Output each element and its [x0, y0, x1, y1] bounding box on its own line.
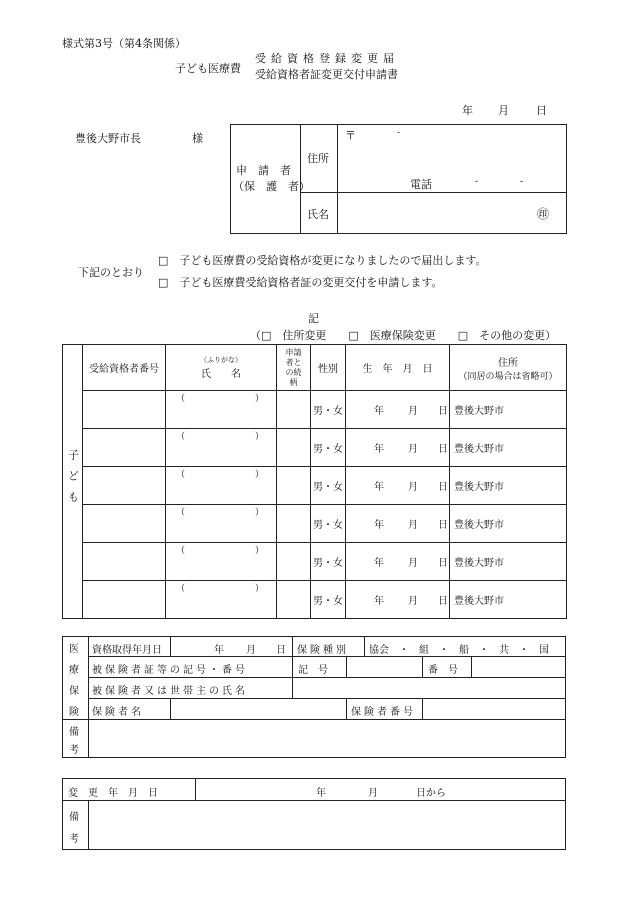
- header-address: 住所 （同居の場合は省略可）: [450, 345, 567, 391]
- name-cell[interactable]: （ ）: [166, 429, 277, 467]
- change-day: 日から: [416, 788, 446, 799]
- date-year: 年: [462, 104, 473, 117]
- name-cell[interactable]: （ ）: [166, 581, 277, 619]
- table-row: [63, 505, 567, 543]
- header-name: （ふりがな） 氏 名: [166, 345, 277, 391]
- phone-dash-2: -: [520, 177, 524, 187]
- number-cell[interactable]: [83, 505, 166, 543]
- change-month: 月: [368, 788, 378, 799]
- acquired-month: 月: [246, 645, 256, 656]
- insurance-side-1: 医: [69, 644, 79, 655]
- insurance-type-options[interactable]: 協会 ・ 組 ・ 船 ・ 共 ・ 国: [369, 645, 549, 656]
- birth-cell[interactable]: 年 月 日: [346, 391, 450, 429]
- phone-label: 電話: [410, 178, 432, 191]
- children-side-label: 子ども: [63, 345, 83, 619]
- header-number: 受給資格者番号: [83, 345, 166, 391]
- insurer-number-label: 保険者番号: [351, 707, 416, 718]
- table-row: [63, 391, 567, 429]
- date-month: 月: [498, 104, 509, 117]
- sex-cell[interactable]: 男・女: [311, 467, 346, 505]
- acquired-day: 日: [276, 645, 286, 656]
- sex-cell[interactable]: 男・女: [311, 543, 346, 581]
- card-number-label: 被保険者証等の記号・番号: [92, 665, 248, 676]
- table-row: [63, 429, 567, 467]
- table-row: [63, 467, 567, 505]
- change-bikou-2: 考: [69, 834, 79, 845]
- number-cell[interactable]: [83, 467, 166, 505]
- name-cell[interactable]: （ ）: [166, 505, 277, 543]
- address-cell[interactable]: 豊後大野市: [450, 429, 567, 467]
- acquired-year: 年: [214, 645, 224, 656]
- address-cell[interactable]: 豊後大野市: [450, 505, 567, 543]
- birth-cell[interactable]: 年 月 日: [346, 581, 450, 619]
- birth-cell[interactable]: 年 月 日: [346, 467, 450, 505]
- purpose-option-1[interactable]: □ 子ども医療費の受給資格が変更になりましたので届出します。: [158, 254, 487, 267]
- guardian-label: （保 護 者）: [233, 180, 310, 193]
- insurance-bikou-1: 備: [69, 727, 79, 738]
- header-birth: 生 年 月 日: [346, 345, 450, 391]
- insurance-bikou-2: 考: [69, 745, 79, 756]
- relation-cell[interactable]: [277, 429, 311, 467]
- date-day: 日: [536, 104, 547, 117]
- sex-cell[interactable]: 男・女: [311, 391, 346, 429]
- header-relation: 申請者との続柄: [277, 345, 311, 391]
- relation-cell[interactable]: [277, 467, 311, 505]
- number-cell[interactable]: [83, 391, 166, 429]
- insurance-side-2: 療: [69, 665, 79, 676]
- addressee: 豊後大野市長: [75, 132, 141, 145]
- acquired-date-label: 資格取得年月日: [92, 645, 162, 656]
- birth-cell[interactable]: 年 月 日: [346, 543, 450, 581]
- birth-cell[interactable]: 年 月 日: [346, 505, 450, 543]
- number-cell[interactable]: [83, 581, 166, 619]
- address-cell[interactable]: 豊後大野市: [450, 543, 567, 581]
- name-cell[interactable]: （ ）: [166, 467, 277, 505]
- ki-label: 記: [308, 312, 319, 325]
- relation-cell[interactable]: [277, 543, 311, 581]
- insurance-side-4: 険: [69, 707, 79, 718]
- relation-cell[interactable]: [277, 581, 311, 619]
- header-sex: 性別: [311, 345, 346, 391]
- purpose-option-2[interactable]: □ 子ども医療費受給資格者証の変更交付を申請します。: [158, 276, 443, 289]
- address-label: 住所: [307, 152, 329, 165]
- kigou-label: 記 号: [298, 665, 328, 676]
- seal-mark: ㊞: [537, 207, 550, 221]
- name-cell[interactable]: （ ）: [166, 543, 277, 581]
- heading-line2: 受給資格者証変更交付申請書: [255, 68, 398, 81]
- insurance-type-label: 保険種別: [297, 645, 349, 656]
- change-date-label: 変 更 年 月 日: [68, 788, 158, 799]
- phone-dash-1: -: [475, 177, 479, 187]
- form-number: 様式第3号（第4条関係）: [62, 37, 186, 50]
- bangou-label: 番 号: [428, 665, 458, 676]
- relation-cell[interactable]: [277, 391, 311, 429]
- sex-cell[interactable]: 男・女: [311, 505, 346, 543]
- address-cell[interactable]: 豊後大野市: [450, 467, 567, 505]
- insurance-side-3: 保: [69, 686, 79, 697]
- relation-cell[interactable]: [277, 505, 311, 543]
- address-cell[interactable]: 豊後大野市: [450, 581, 567, 619]
- birth-cell[interactable]: 年 月 日: [346, 429, 450, 467]
- number-cell[interactable]: [83, 429, 166, 467]
- holder-name-label: 被保険者又は世帯主の氏名: [92, 686, 248, 697]
- sex-cell[interactable]: 男・女: [311, 581, 346, 619]
- table-row: [63, 581, 567, 619]
- purpose-lead: 下記のとおり: [78, 266, 144, 279]
- name-cell[interactable]: （ ）: [166, 391, 277, 429]
- change-year: 年: [316, 788, 326, 799]
- postal-mark: 〒: [345, 129, 356, 142]
- table-row: [63, 543, 567, 581]
- address-cell[interactable]: 豊後大野市: [450, 391, 567, 429]
- children-table: [62, 344, 567, 619]
- number-cell[interactable]: [83, 543, 166, 581]
- change-types[interactable]: （□ 住所変更 □ 医療保険変更 □ その他の変更）: [250, 329, 557, 342]
- postal-dash: -: [397, 128, 401, 138]
- applicant-label: 申 請 者: [236, 164, 291, 177]
- addressee-sama: 様: [192, 132, 203, 145]
- name-label: 氏名: [307, 208, 329, 221]
- heading-line1: 受給資格登録変更届: [255, 52, 399, 65]
- heading-prefix: 子ども医療費: [175, 62, 241, 75]
- change-bikou-1: 備: [69, 812, 79, 823]
- insurer-name-label: 保険者名: [92, 707, 144, 718]
- sex-cell[interactable]: 男・女: [311, 429, 346, 467]
